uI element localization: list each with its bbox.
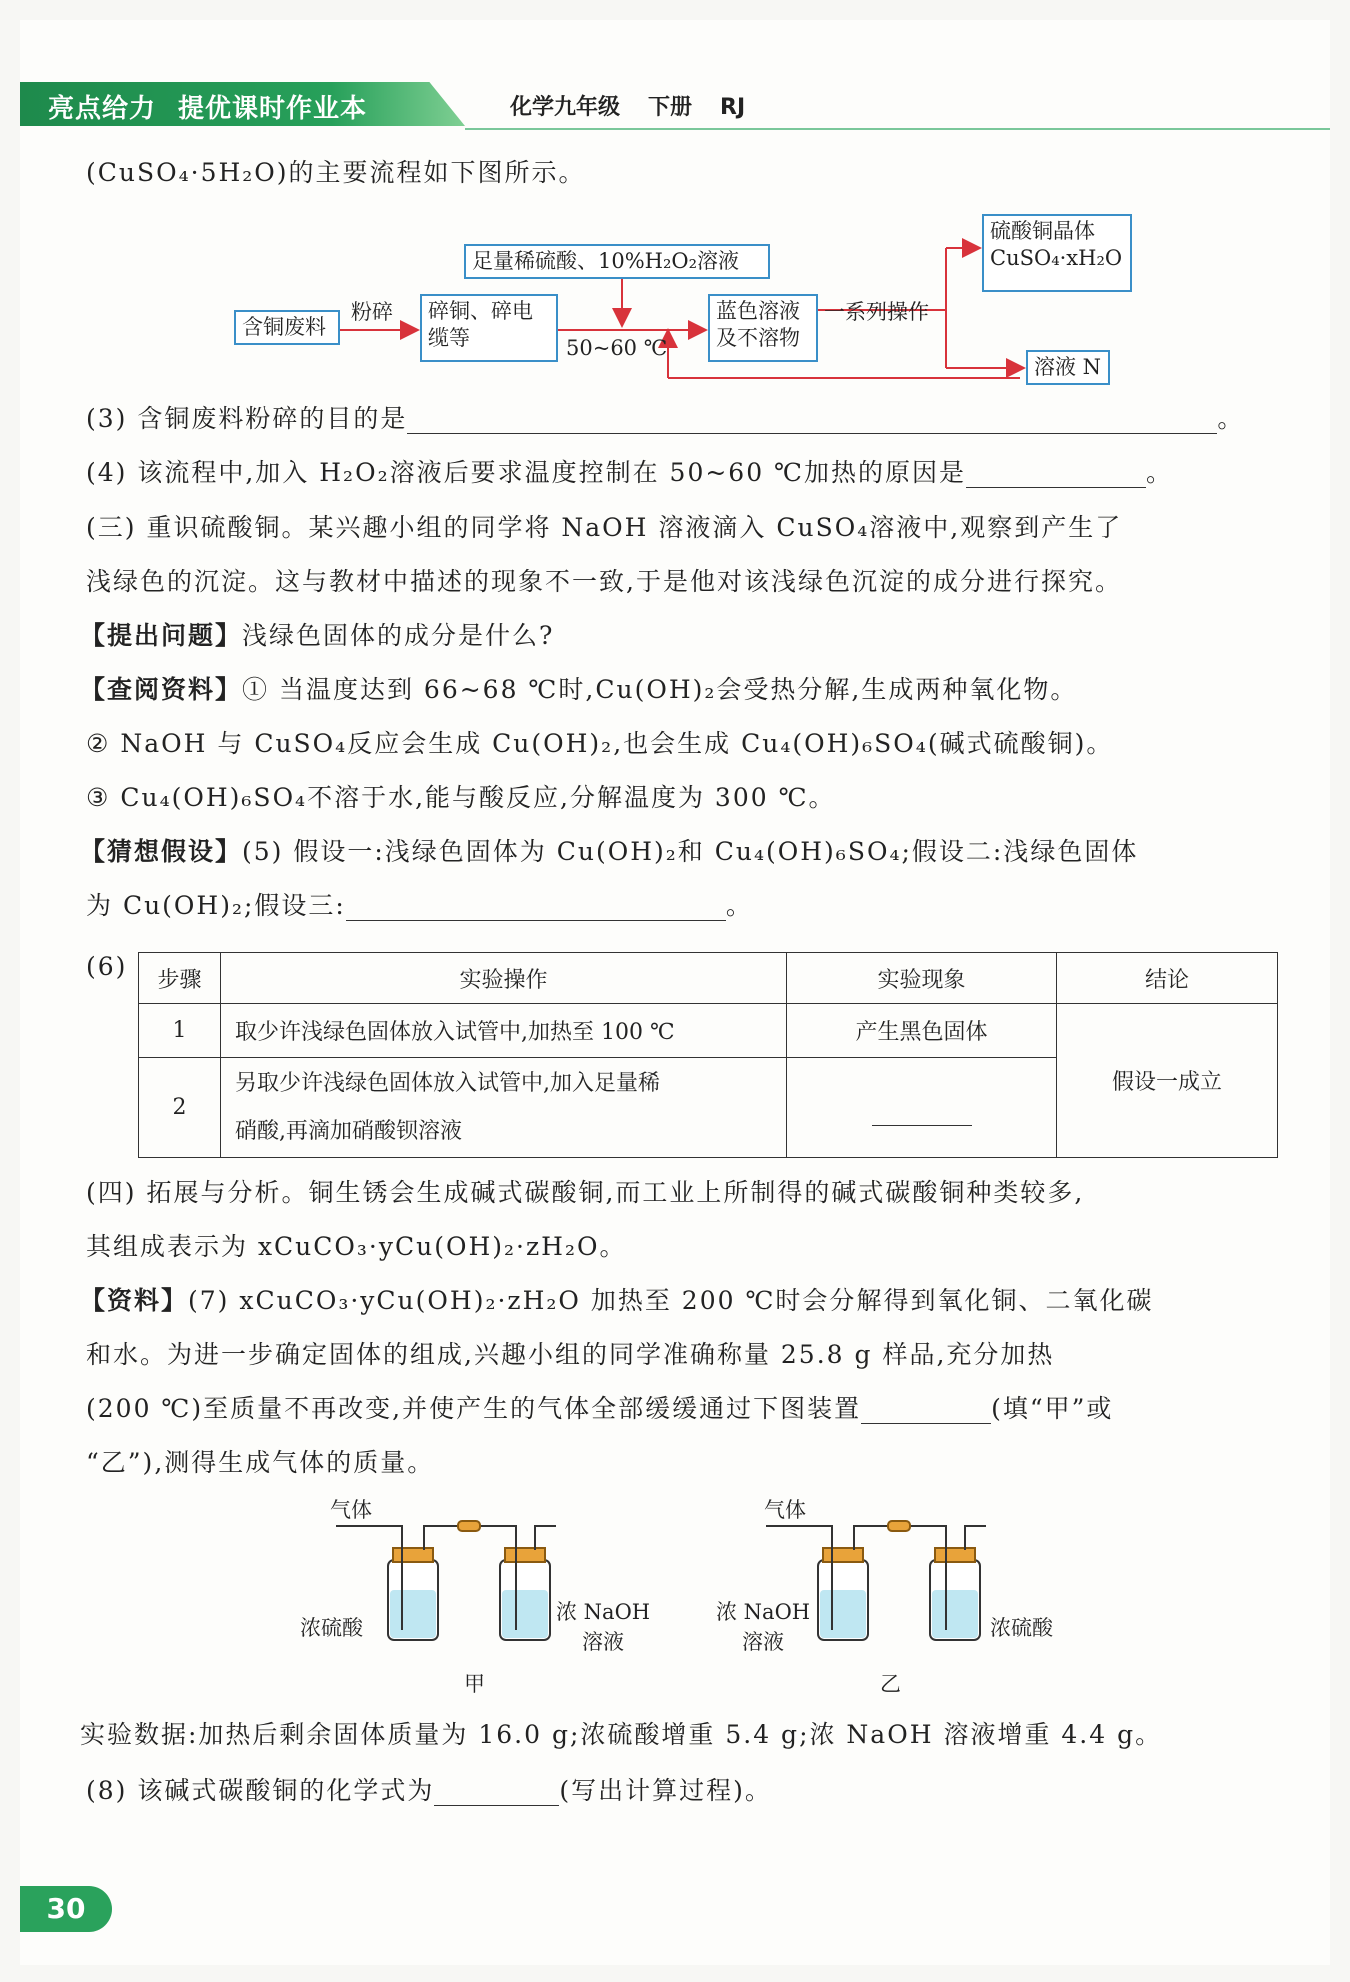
step-cell: 2: [139, 1058, 221, 1158]
q8-line: (8) 该碱式碳酸铜的化学式为 (写出计算过程)。: [86, 1776, 772, 1805]
subject: 化学九年级: [510, 95, 621, 120]
flow-ops-label: 一系列操作: [824, 300, 929, 324]
header-operation: 实验操作: [221, 953, 787, 1004]
header-observation: 实验现象: [787, 953, 1057, 1004]
header-conclusion: 结论: [1057, 953, 1278, 1004]
section-3-line-1: (三) 重识硫酸铜。某兴趣小组的同学将 NaOH 溶液滴入 CuSO₄溶液中,观察到产生了: [86, 513, 1123, 542]
edition: RJ: [720, 95, 746, 120]
crushed-line-1: 碎铜、碎电: [428, 299, 533, 323]
flow-crystal-box: [982, 214, 1132, 292]
observation-blank[interactable]: [872, 1089, 972, 1126]
hypothesis-line-2: 为 Cu(OH)₂;假设三: 。: [86, 891, 753, 920]
conclusion-cell: 假设一成立: [1057, 1004, 1278, 1158]
flow-raw-box: 含铜废料: [234, 310, 340, 345]
q3-answer-blank[interactable]: [407, 409, 1217, 434]
flow-blue-box: [708, 294, 818, 362]
q4-line: (4) 该流程中,加入 H₂O₂溶液后要求温度控制在 50~60 ℃加热的原因是 。: [86, 458, 1174, 487]
flow-crush-label: 粉碎: [351, 300, 393, 324]
reference-line-1: 【查阅资料】① 当温度达到 66~68 ℃时,Cu(OH)₂会受热分解,生成两种氧化物。: [80, 675, 1078, 704]
flow-crushed-box: [420, 294, 558, 362]
page-number: 30: [20, 1886, 112, 1932]
q3-line: (3) 含铜废料粉碎的目的是 。: [86, 404, 1245, 433]
q7-line-1: 【资料】(7) xCuCO₃·yCu(OH)₂·zH₂O 加热至 200 ℃时会分解得到氧化铜、二氧化碳: [80, 1286, 1154, 1315]
operation-cell: 另取少许浅绿色固体放入试管中,加入足量稀 硝酸,再滴加硝酸钡溶液: [221, 1058, 787, 1158]
q7-line-3: (200 ℃)至质量不再改变,并使产生的气体全部缓缓通过下图装置 (填“甲”或: [86, 1394, 1114, 1423]
reference-line-2: ② NaOH 与 CuSO₄反应会生成 Cu(OH)₂,也会生成 Cu₄(OH)₆SO₄(碱式硫酸铜)。: [86, 729, 1114, 758]
observation-cell: 产生黑色固体: [787, 1004, 1057, 1058]
section-4-line-2: 其组成表示为 xCuCO₃·yCu(OH)₂·zH₂O。: [86, 1232, 627, 1261]
naoh-label-jia: 浓 NaOH 溶液: [556, 1600, 651, 1654]
intro-line: (CuSO₄·5H₂O)的主要流程如下图所示。: [86, 158, 586, 187]
naoh-label-yi: 浓 NaOH 溶液: [716, 1600, 811, 1654]
section-3-line-2: 浅绿色的沉淀。这与教材中描述的现象不一致,于是他对该浅绿色沉淀的成分进行探究。: [86, 567, 1122, 596]
operation-cell: 取少许浅绿色固体放入试管中,加热至 100 ℃: [221, 1004, 787, 1058]
apparatus-diagram: [0, 1490, 1350, 1710]
acid-label-yi: 浓硫酸: [990, 1616, 1053, 1640]
flow-arrows: [0, 0, 1350, 400]
crystal-line-2: CuSO₄·xH₂O: [990, 246, 1123, 270]
q7-line-4: “乙”),测得生成气体的质量。: [86, 1448, 435, 1477]
table-row: [139, 1004, 1278, 1058]
apparatus-label-yi: 乙: [880, 1672, 901, 1696]
gas-label-yi: 气体: [764, 1498, 806, 1522]
observation-cell: [787, 1058, 1057, 1158]
series-name: 提优课时作业本: [178, 94, 368, 124]
q4-answer-blank[interactable]: [966, 463, 1146, 488]
crushed-line-2: 缆等: [428, 326, 470, 350]
blue-line-2: 及不溶物: [716, 326, 800, 350]
acid-label-jia: 浓硫酸: [300, 1616, 363, 1640]
apparatus-label-jia: 甲: [464, 1672, 485, 1696]
step-cell: 1: [139, 1004, 221, 1058]
section-4-line-1: (四) 拓展与分析。铜生锈会生成碱式碳酸铜,而工业上所制得的碱式碳酸铜种类较多,: [86, 1178, 1085, 1207]
experiment-table: [138, 952, 1278, 1158]
gas-label-jia: 气体: [330, 1498, 372, 1522]
reference-line-3: ③ Cu₄(OH)₆SO₄不溶于水,能与酸反应,分解温度为 300 ℃。: [86, 783, 836, 812]
brand-name: 亮点给力: [48, 94, 157, 124]
experiment-data-line: 实验数据:加热后剩余固体质量为 16.0 g;浓硫酸增重 5.4 g;浓 NaOH 溶液增重 4.4 g。: [80, 1720, 1163, 1749]
flow-solution-n-box: 溶液 N: [1026, 350, 1110, 385]
flow-temp-label: 50~60 ℃: [566, 336, 668, 360]
apparatus-jia: [336, 1521, 556, 1640]
flow-reagent-box: 足量稀硫酸、10%H₂O₂溶液: [464, 244, 770, 279]
header-step: 步骤: [139, 953, 221, 1004]
table-header-row: [139, 953, 1278, 1004]
hypothesis-3-blank[interactable]: [346, 896, 726, 921]
question-line: 【提出问题】浅绿色固体的成分是什么?: [80, 621, 555, 650]
q8-formula-blank[interactable]: [434, 1781, 559, 1806]
apparatus-choice-blank[interactable]: [861, 1399, 991, 1424]
volume: 下册: [648, 95, 693, 120]
hypothesis-line-1: 【猜想假设】(5) 假设一:浅绿色固体为 Cu(OH)₂和 Cu₄(OH)₆SO₄;假设二:浅绿色固体: [80, 837, 1139, 866]
blue-line-1: 蓝色溶液: [716, 299, 800, 323]
crystal-line-1: 硫酸铜晶体: [990, 219, 1095, 243]
q7-line-2: 和水。为进一步确定固体的组成,兴趣小组的同学准确称量 25.8 g 样品,充分加热: [86, 1340, 1055, 1369]
q6-label: (6): [86, 952, 128, 981]
